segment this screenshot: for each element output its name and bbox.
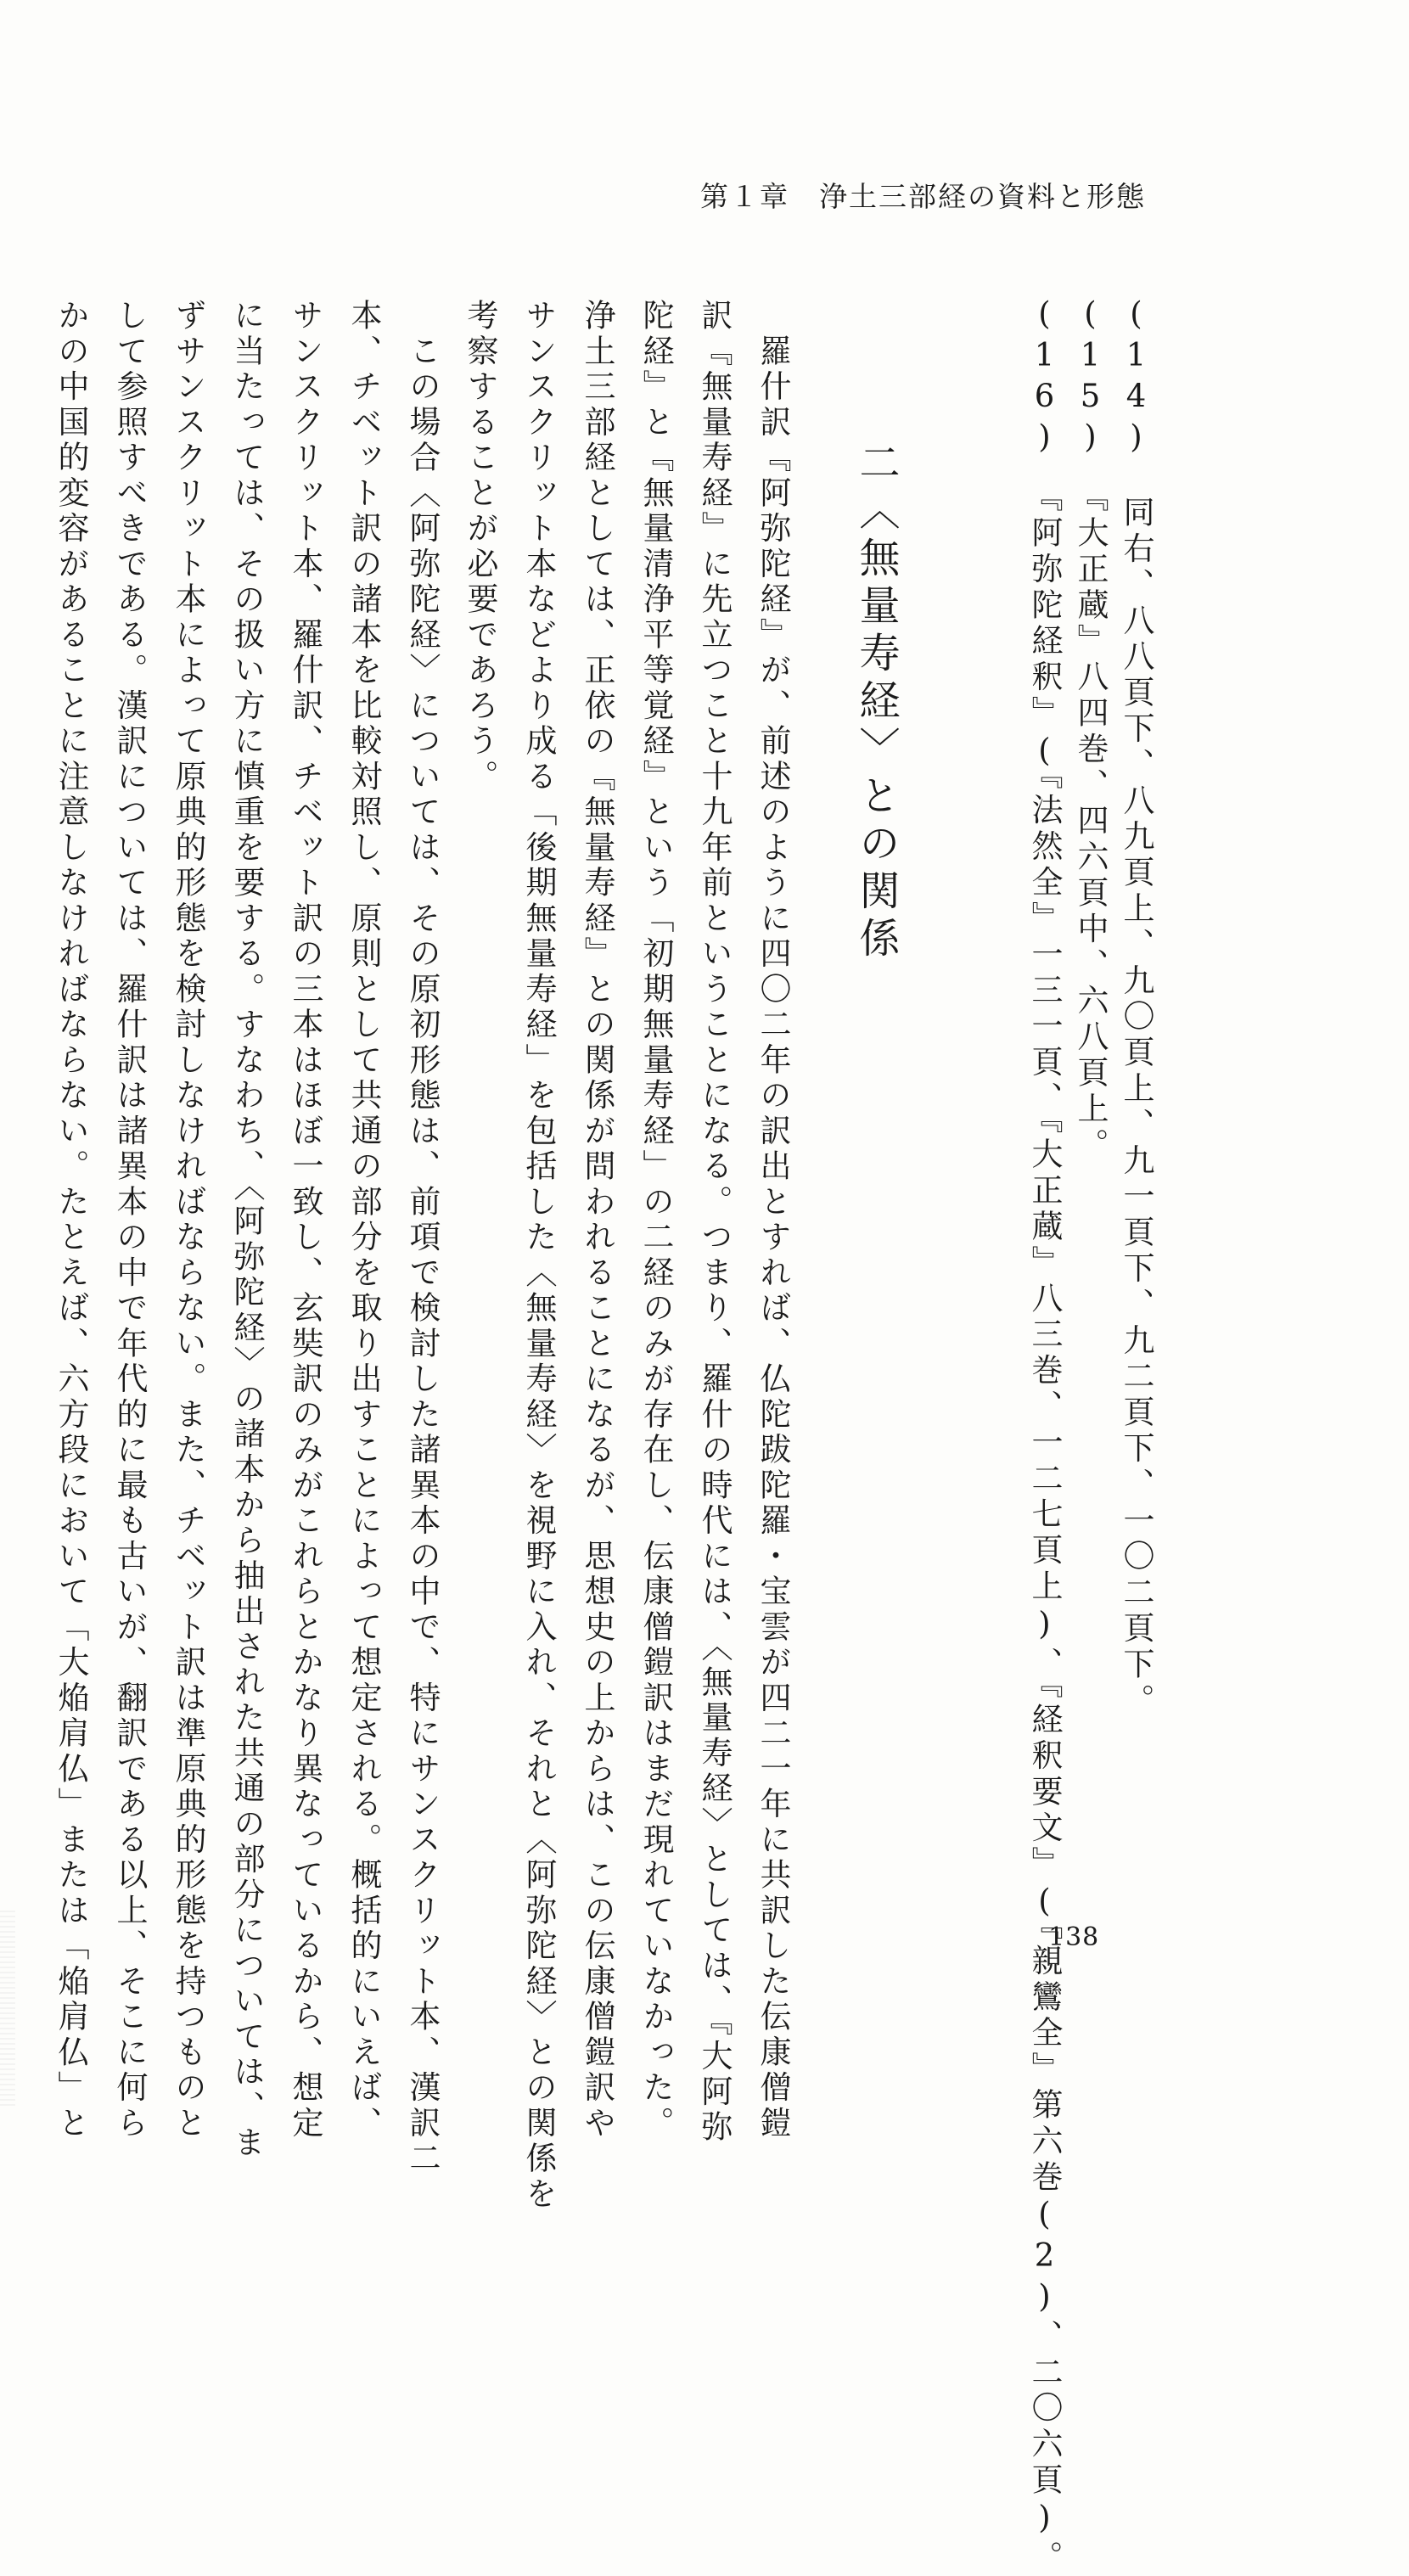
body-column-2: 訳『無量寿経』に先立つこと十九年前ということになる。つまり、羅什の時代には、〈無量寿経〉としては、『大阿弥 bbox=[696, 299, 733, 2146]
body-column-3: 陀経』と『無量清浄平等覚経』という「初期無量寿経」の二経のみが存在し、伝康僧鎧訳はまだ現れていなかった。 bbox=[637, 299, 674, 2141]
section-heading: 二〈無量寿経〉との関係 bbox=[852, 441, 900, 964]
footnote-16: (16) 『阿弥陀経釈』(『法然全』一三一頁、『大正蔵』八三巻、一二七頁上)、『経釈要文』(『親鸞全』第六巻(2)、二〇六頁)。 bbox=[1026, 295, 1063, 2576]
body-column-1: 羅什訳『阿弥陀経』が、前述のように四〇二年の訳出とすれば、仏陀跋陀羅・宝雲が四二一年に共訳した伝康僧鎧 bbox=[755, 299, 791, 2141]
body-column-8: 本、チベット訳の諸本を比較対照し、原則として共通の部分を取り出すことによって想定される。概括的にいえば、 bbox=[345, 299, 382, 2141]
body-column-9: サンスクリット本、羅什訳、チベット訳の三本はほぼ一致し、玄奘訳のみがこれらとかなり異なっているから、想定 bbox=[287, 299, 323, 2141]
footnote-15: (15) 『大正蔵』八四巻、四六頁中、六八頁上。 bbox=[1072, 295, 1109, 1165]
body-column-6: 考察することが必要であろう。 bbox=[462, 299, 498, 795]
body-column-11: ずサンスクリット本によって原典的形態を検討しなければならない。また、チベット訳は準原典的形態を持つものと bbox=[170, 299, 206, 2141]
body-column-5: サンスクリット本などより成る「後期無量寿経」を包括した〈無量寿経〉を視野に入れ、それと〈阿弥陀経〉との関係を bbox=[520, 299, 557, 2213]
scan-edge-artifact bbox=[0, 1910, 15, 2106]
page-number: 138 bbox=[1048, 1922, 1100, 1952]
body-column-13: かの中国的変容があることに注意しなければならない。たとえば、六方段において「大焔肩仏」または「焔肩仏」と bbox=[53, 299, 89, 2141]
body-column-12: して参照すべきである。漢訳については、羅什訳は諸異本の中で年代的に最も古いが、翻訳である以上、そこに何ら bbox=[111, 299, 148, 2141]
body-column-10: に当たっては、その扱い方に慎重を要する。すなわち、〈阿弥陀経〉の諸本から抽出された共通の部分については、ま bbox=[228, 299, 265, 2162]
running-header: 第１章 浄土三部経の資料と形態 bbox=[700, 180, 1146, 213]
body-column-4: 浄土三部経としては、正依の『無量寿経』との関係が問われることになるが、思想史の上からは、この伝康僧鎧訳や bbox=[579, 299, 615, 2141]
body-column-7: この場合〈阿弥陀経〉については、その原初形態は、前項で検討した諸異本の中で、特にサンスクリット本、漢訳二 bbox=[404, 299, 441, 2177]
footnote-14: (14) 同右、八八頁下、八九頁上、九〇頁上、九一頁下、九二頁下、一〇二頁下。 bbox=[1118, 295, 1154, 1720]
